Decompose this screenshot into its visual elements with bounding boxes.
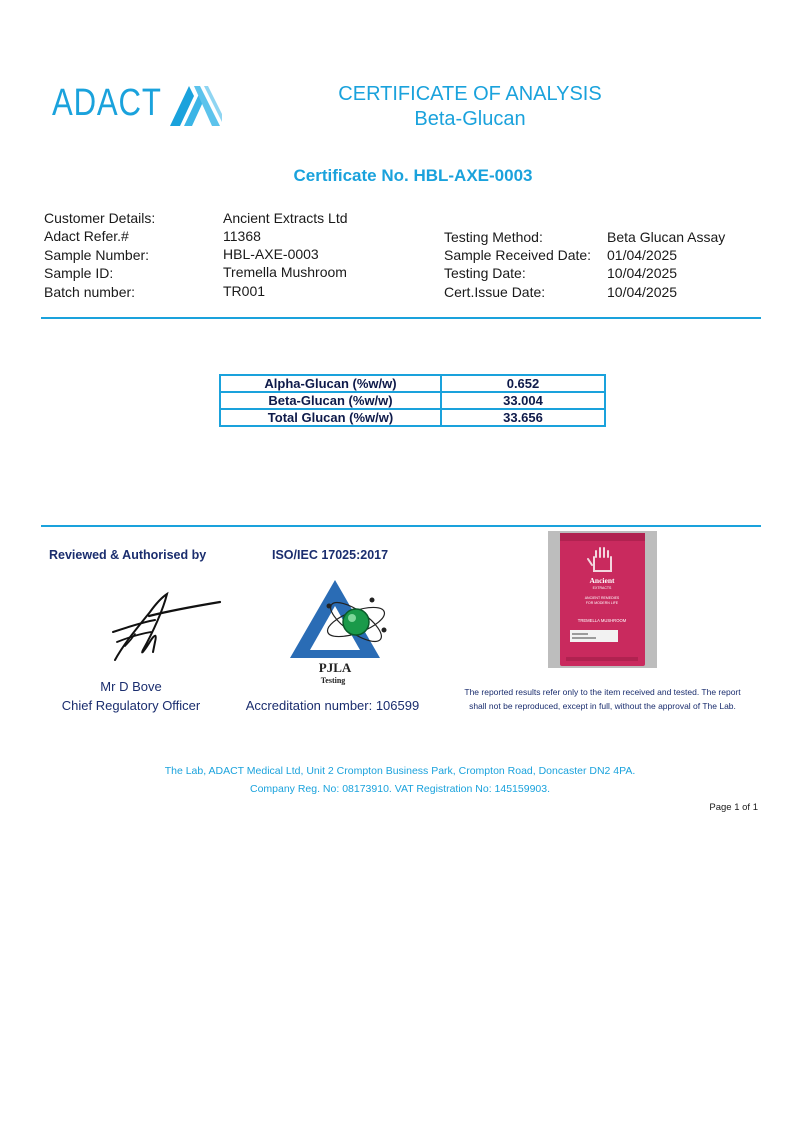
detail-label: Sample Number: <box>44 247 150 263</box>
detail-label: Adact Refer.# <box>44 228 129 244</box>
document-title: CERTIFICATE OF ANALYSIS <box>338 83 602 105</box>
divider <box>41 525 761 527</box>
signatory-role: Chief Regulatory Officer <box>61 698 201 713</box>
table-row <box>220 409 605 426</box>
value-cell: 33.656 <box>441 409 605 426</box>
authorised-heading: Reviewed & Authorised by <box>49 548 207 562</box>
pouch-brand: Ancient <box>589 576 615 585</box>
adact-logo <box>52 78 227 130</box>
pjla-logo <box>290 578 400 688</box>
pjla-logo-subtext: Testing <box>320 676 346 685</box>
disclaimer-line: The reported results refer only to the item received and tested. The report <box>464 687 741 697</box>
page-number: Page 1 of 1 <box>709 802 758 813</box>
adact-logo-icon <box>170 82 222 126</box>
pouch-tagline: FOR MODERN LIFE <box>585 601 619 605</box>
analyte-cell: Total Glucan (%w/w) <box>220 409 441 426</box>
detail-value: 10/04/2025 <box>607 284 678 300</box>
detail-label: Sample Received Date: <box>444 247 592 263</box>
detail-label: Cert.Issue Date: <box>444 284 546 300</box>
detail-value: TR001 <box>223 283 266 299</box>
detail-label: Testing Date: <box>444 265 526 281</box>
detail-value: 10/04/2025 <box>607 265 678 281</box>
sample-photo <box>548 531 657 668</box>
certificate-number: Certificate No. HBL-AXE-0003 <box>293 166 533 185</box>
signatory-name: Mr D Bove <box>100 679 162 694</box>
table-row <box>220 375 605 392</box>
iso-heading: ISO/IEC 17025:2017 <box>272 548 389 562</box>
disclaimer-line: shall not be reproduced, except in full, without the approval of The Lab. <box>469 701 736 711</box>
pouch-tagline: ANCIENT REMEDIES <box>584 596 620 600</box>
detail-label: Sample ID: <box>44 265 114 281</box>
analyte-cell: Beta-Glucan (%w/w) <box>220 392 441 409</box>
pouch-product: TREMELLA MUSHROOM <box>577 618 627 623</box>
detail-label: Batch number: <box>44 284 136 300</box>
detail-value: Tremella Mushroom <box>223 264 347 280</box>
analyte-cell: Alpha-Glucan (%w/w) <box>220 375 441 392</box>
footer-address: The Lab, ADACT Medical Ltd, Unit 2 Crompton Business Park, Crompton Road, Doncaster DN2 4PA. <box>164 765 636 777</box>
detail-value: Ancient Extracts Ltd <box>223 210 348 226</box>
results-table <box>219 374 606 427</box>
pjla-logo-text: PJLA <box>318 660 352 675</box>
detail-value: 11368 <box>223 228 261 244</box>
divider <box>41 317 761 319</box>
detail-label: Customer Details: <box>44 210 156 226</box>
table-row <box>220 392 605 409</box>
accreditation-number: Accreditation number: 106599 <box>245 698 420 713</box>
signature-image <box>105 590 225 665</box>
detail-value: HBL-AXE-0003 <box>223 246 319 262</box>
value-cell: 33.004 <box>441 392 605 409</box>
value-cell: 0.652 <box>441 375 605 392</box>
detail-label: Testing Method: <box>444 229 543 245</box>
pouch-brand-sub: EXTRACTS <box>592 586 612 590</box>
detail-value: Beta Glucan Assay <box>607 229 726 245</box>
logo-wordmark: ADACT <box>52 82 162 124</box>
disclaimer <box>440 685 765 713</box>
footer-registration: Company Reg. No: 08173910. VAT Registration No: 145159903. <box>249 783 551 795</box>
document-subtitle: Beta-Glucan <box>414 108 526 130</box>
detail-value: 01/04/2025 <box>607 247 678 263</box>
pouch-image <box>548 531 657 668</box>
